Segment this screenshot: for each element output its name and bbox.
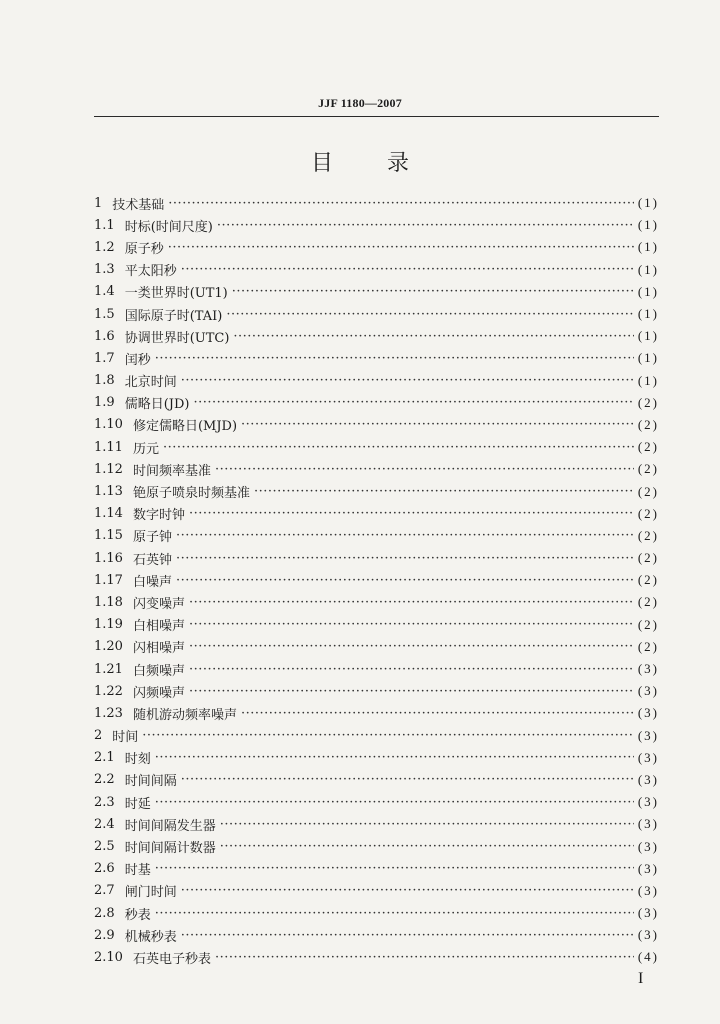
toc-dot-leader: [215, 462, 634, 477]
toc-entry-label: 数字时钟: [132, 508, 185, 524]
toc-entry-page: (2): [637, 638, 659, 654]
toc-entry-page: (2): [637, 439, 659, 455]
toc-entry: [94, 569, 659, 591]
toc-dot-leader: [193, 395, 633, 410]
toc-entry-number: 2.10: [94, 949, 123, 965]
toc-entry-number: 1.2: [94, 239, 115, 255]
toc-entry-page: (1): [637, 195, 659, 211]
toc-entry-label: 白噪声: [132, 574, 172, 590]
toc-dot-leader: [217, 218, 634, 233]
toc-entry: [94, 525, 659, 547]
toc-entry-number: 2: [94, 728, 103, 744]
toc-entry-label: 时刻: [124, 752, 151, 768]
toc-entry-page: (2): [637, 461, 659, 477]
toc-entry-label: 闪相噪声: [132, 641, 185, 657]
toc-entry: [94, 547, 659, 569]
toc-dot-leader: [215, 950, 634, 965]
toc-entry-page: (3): [637, 882, 659, 898]
toc-entry-number: 1.20: [94, 639, 123, 655]
toc-title-char: 录: [387, 151, 410, 176]
toc-entry-number: 2.4: [94, 816, 115, 832]
toc-entry: [94, 591, 659, 613]
toc-entry: [94, 680, 659, 702]
toc-entry-label: 国际原子时(TAI): [124, 308, 223, 324]
toc-dot-leader: [181, 772, 634, 787]
toc-dot-leader: [168, 196, 634, 211]
toc-entry-page: (2): [637, 416, 659, 432]
table-of-contents: [94, 192, 659, 969]
toc-dot-leader: [155, 906, 634, 921]
toc-dot-leader: [226, 307, 634, 322]
toc-title: [0, 146, 720, 177]
toc-entry-label: 时间间隔计数器: [124, 841, 216, 857]
toc-entry-page: (1): [637, 261, 659, 277]
toc-entry-page: (2): [637, 505, 659, 521]
toc-entry-label: 时间间隔发生器: [124, 818, 216, 834]
toc-entry: [94, 214, 659, 236]
toc-entry-label: 历元: [132, 441, 159, 457]
toc-entry-page: (2): [637, 527, 659, 543]
toc-entry-page: (1): [637, 372, 659, 388]
toc-dot-leader: [189, 595, 634, 610]
toc-dot-leader: [189, 617, 634, 632]
toc-entry: [94, 281, 659, 303]
toc-entry: [94, 636, 659, 658]
toc-entry: [94, 236, 659, 258]
toc-dot-leader: [189, 506, 634, 521]
toc-entry: [94, 347, 659, 369]
toc-entry-page: (3): [637, 749, 659, 765]
toc-entry-label: 闸门时间: [124, 885, 177, 901]
toc-entry-number: 1.5: [94, 306, 115, 322]
toc-entry-number: 1.15: [94, 528, 123, 544]
toc-entry-label: 时间: [112, 730, 139, 746]
toc-dot-leader: [181, 262, 634, 277]
toc-entry-label: 闪变噪声: [132, 596, 185, 612]
toc-entry-label: 闪频噪声: [132, 685, 185, 701]
toc-entry: [94, 480, 659, 502]
toc-entry-label: 一类世界时(UT1): [124, 286, 228, 302]
toc-entry-label: 协调世界时(UTC): [124, 330, 230, 346]
toc-entry-number: 1.1: [94, 217, 115, 233]
toc-entry-page: (3): [637, 683, 659, 699]
toc-entry-number: 2.3: [94, 794, 115, 810]
toc-entry-page: (4): [637, 949, 659, 965]
toc-entry: [94, 614, 659, 636]
toc-entry-number: 1.13: [94, 484, 123, 500]
toc-entry-page: (1): [637, 306, 659, 322]
toc-entry-page: (3): [637, 705, 659, 721]
toc-entry-number: 1.4: [94, 284, 115, 300]
toc-entry-label: 时延: [124, 796, 151, 812]
toc-entry-page: (3): [637, 661, 659, 677]
toc-dot-leader: [232, 284, 634, 299]
toc-entry-label: 儒略日(JD): [124, 397, 190, 413]
toc-entry-number: 1.11: [94, 439, 123, 455]
toc-entry-page: (3): [637, 816, 659, 832]
toc-entry-page: (2): [637, 394, 659, 410]
toc-dot-leader: [155, 861, 634, 876]
toc-dot-leader: [168, 240, 634, 255]
toc-entry: [94, 414, 659, 436]
toc-entry: [94, 880, 659, 902]
toc-entry-label: 北京时间: [124, 375, 177, 391]
toc-entry-number: 2.6: [94, 861, 115, 877]
toc-entry-label: 机械秒表: [124, 929, 177, 945]
toc-entry-page: (1): [637, 328, 659, 344]
toc-entry-number: 1.14: [94, 506, 123, 522]
toc-entry-page: (1): [637, 350, 659, 366]
toc-entry: [94, 303, 659, 325]
page-number: I: [638, 970, 644, 987]
toc-entry: [94, 725, 659, 747]
header-rule: [94, 116, 659, 117]
toc-entry-label: 白频噪声: [132, 663, 185, 679]
toc-dot-leader: [142, 728, 634, 743]
toc-dot-leader: [241, 417, 634, 432]
toc-entry: [94, 902, 659, 924]
toc-entry-label: 铯原子喷泉时频基准: [132, 486, 250, 502]
toc-dot-leader: [220, 839, 634, 854]
toc-dot-leader: [189, 662, 634, 677]
toc-entry: [94, 392, 659, 414]
toc-entry-number: 1.3: [94, 262, 115, 278]
toc-entry-label: 修定儒略日(MJD): [132, 419, 238, 435]
toc-entry-page: (2): [637, 550, 659, 566]
toc-entry-page: (1): [637, 217, 659, 233]
toc-entry-number: 1.6: [94, 328, 115, 344]
toc-entry-label: 闰秒: [124, 352, 151, 368]
toc-entry: [94, 370, 659, 392]
toc-entry: [94, 192, 659, 214]
toc-entry-label: 随机游动频率噪声: [132, 707, 237, 723]
toc-entry-page: (1): [637, 283, 659, 299]
toc-entry: [94, 791, 659, 813]
toc-dot-leader: [241, 706, 634, 721]
toc-entry-number: 2.8: [94, 905, 115, 921]
toc-entry: [94, 835, 659, 857]
toc-entry-number: 2.7: [94, 883, 115, 899]
toc-entry-number: 2.5: [94, 839, 115, 855]
toc-entry-page: (2): [637, 483, 659, 499]
toc-entry-label: 时基: [124, 863, 151, 879]
toc-entry: [94, 747, 659, 769]
toc-entry-number: 1.7: [94, 350, 115, 366]
toc-entry-label: 时标(时间尺度): [124, 219, 213, 235]
toc-entry-page: (3): [637, 905, 659, 921]
document-header: JJF 1180—2007: [318, 96, 402, 110]
toc-entry-label: 秒表: [124, 907, 151, 923]
toc-dot-leader: [181, 883, 634, 898]
toc-dot-leader: [220, 817, 634, 832]
toc-entry-page: (2): [637, 594, 659, 610]
toc-entry-label: 白相噪声: [132, 619, 185, 635]
toc-dot-leader: [155, 750, 634, 765]
toc-entry-number: 1.17: [94, 572, 123, 588]
toc-entry-number: 1.18: [94, 594, 123, 610]
toc-entry-number: 1.21: [94, 661, 123, 677]
toc-entry-number: 1.23: [94, 705, 123, 721]
toc-entry-label: 原子钟: [132, 530, 172, 546]
toc-dot-leader: [155, 351, 634, 366]
toc-entry-number: 1: [94, 195, 103, 211]
toc-entry-page: (3): [637, 838, 659, 854]
toc-entry: [94, 658, 659, 680]
toc-entry-number: 1.16: [94, 550, 123, 566]
toc-entry: [94, 458, 659, 480]
toc-entry: [94, 325, 659, 347]
toc-entry-label: 石英钟: [132, 552, 172, 568]
toc-entry-page: (3): [637, 771, 659, 787]
toc-dot-leader: [176, 551, 634, 566]
toc-dot-leader: [163, 440, 634, 455]
toc-entry: [94, 436, 659, 458]
toc-entry: [94, 924, 659, 946]
toc-entry-number: 2.1: [94, 750, 115, 766]
toc-entry-number: 1.8: [94, 373, 115, 389]
toc-dot-leader: [155, 795, 634, 810]
toc-entry-page: (3): [637, 794, 659, 810]
toc-entry: [94, 858, 659, 880]
toc-entry-number: 2.2: [94, 772, 115, 788]
toc-entry-label: 石英电子秒表: [132, 951, 211, 967]
toc-entry: [94, 503, 659, 525]
toc-entry-page: (3): [637, 860, 659, 876]
toc-dot-leader: [189, 684, 634, 699]
toc-entry-number: 1.22: [94, 683, 123, 699]
toc-entry-label: 平太阳秒: [124, 264, 177, 280]
toc-entry: [94, 259, 659, 281]
toc-entry-number: 1.9: [94, 395, 115, 411]
toc-entry-label: 技术基础: [112, 197, 165, 213]
toc-dot-leader: [176, 528, 634, 543]
toc-title-char: 目: [310, 151, 333, 176]
toc-entry-label: 时间频率基准: [132, 463, 211, 479]
toc-entry-page: (3): [637, 727, 659, 743]
toc-entry-number: 2.9: [94, 927, 115, 943]
toc-entry-label: 时间间隔: [124, 774, 177, 790]
toc-entry-number: 1.19: [94, 617, 123, 633]
toc-entry-page: (2): [637, 572, 659, 588]
toc-entry-number: 1.12: [94, 461, 123, 477]
toc-dot-leader: [254, 484, 634, 499]
toc-entry: [94, 813, 659, 835]
toc-dot-leader: [233, 329, 633, 344]
toc-entry-page: (3): [637, 927, 659, 943]
toc-entry: [94, 702, 659, 724]
toc-entry-page: (2): [637, 616, 659, 632]
toc-entry-label: 原子秒: [124, 241, 164, 257]
toc-entry: [94, 769, 659, 791]
toc-dot-leader: [181, 928, 634, 943]
toc-entry: [94, 946, 659, 968]
toc-entry-number: 1.10: [94, 417, 123, 433]
toc-dot-leader: [189, 639, 634, 654]
toc-dot-leader: [181, 373, 634, 388]
toc-dot-leader: [176, 573, 634, 588]
toc-entry-page: (1): [637, 239, 659, 255]
